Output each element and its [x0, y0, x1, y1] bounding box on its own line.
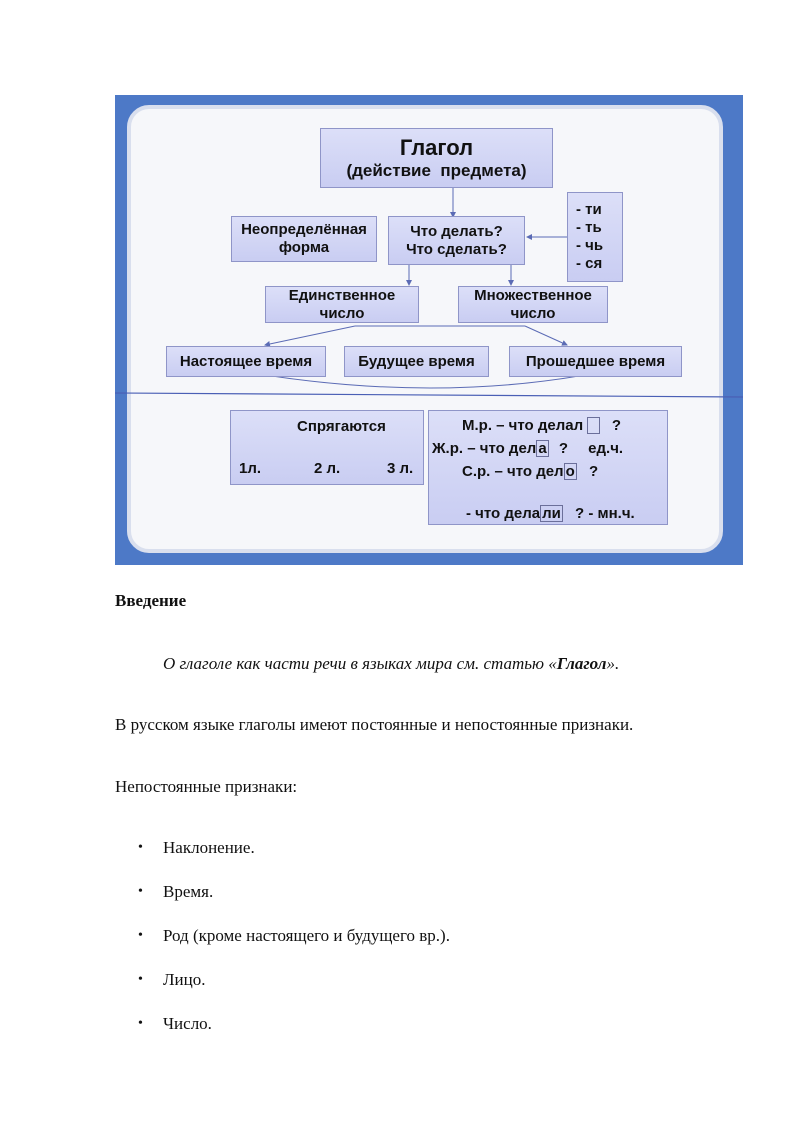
verb-title-box	[320, 128, 553, 188]
past-plural-text: - что дела	[466, 505, 541, 522]
paragraph-features: В русском языке глаголы имеют постоянные и непостоянные признаки.	[115, 715, 634, 734]
past-plural	[466, 505, 635, 523]
see-also-text: О глаголе как части речи в языках мира см. статью «	[163, 654, 557, 673]
see-also-note	[163, 654, 619, 674]
conjugation-box	[230, 410, 424, 485]
verb-diagram	[115, 95, 743, 565]
suffix-ti: - ти	[576, 201, 602, 218]
present-tense-label: Настоящее время	[179, 352, 313, 370]
see-also-end: ».	[606, 654, 620, 673]
suffixes-box	[567, 192, 623, 282]
list-item	[115, 879, 450, 923]
list-item	[115, 835, 450, 879]
section-heading: Введение	[115, 591, 187, 610]
list-item-text: Наклонение.	[163, 838, 255, 857]
plural-box	[458, 286, 608, 323]
future-tense-label: Будущее время	[358, 352, 475, 370]
verb-article-link[interactable]: Глагол	[556, 654, 607, 673]
list-item-text: Лицо.	[163, 970, 206, 989]
suffix-sya: - ся	[576, 255, 603, 272]
paragraph-variable-features: Непостоянные признаки:	[115, 777, 298, 796]
plural-line-1: Множественное	[474, 286, 592, 304]
singular-line-1: Единственное	[288, 286, 396, 304]
past-plural-tail: ? - мн.ч.	[575, 505, 635, 522]
list-item-text: Число.	[163, 1014, 212, 1033]
past-feminine-text: Ж.р. – что дел	[432, 440, 537, 457]
past-masculine	[462, 417, 621, 435]
past-forms-box	[428, 410, 668, 525]
past-neuter-question: ?	[588, 463, 599, 480]
suffix-t: - ть	[576, 219, 602, 236]
verb-title: Глагол	[399, 134, 474, 160]
past-neuter-ending: о	[565, 463, 575, 480]
list-item	[115, 923, 450, 967]
person-1: 1л.	[239, 460, 262, 477]
bullet-icon: •	[138, 972, 143, 987]
past-plural-ending: ли	[542, 505, 561, 522]
past-tense-box	[509, 346, 682, 377]
bullet-icon: •	[138, 840, 143, 855]
past-neuter	[462, 463, 598, 481]
past-feminine	[432, 440, 623, 458]
past-feminine-question: ?	[558, 440, 568, 457]
list-item	[115, 967, 450, 1011]
singular-box	[265, 286, 419, 323]
question-2: Что сделать?	[406, 240, 507, 258]
singular-line-2: число	[319, 304, 365, 322]
present-tense-box	[166, 346, 326, 377]
future-tense-box	[344, 346, 489, 377]
infinitive-line-1: Неопределённая	[241, 221, 367, 238]
list-item-text: Род (кроме настоящего и будущего вр.).	[163, 926, 450, 945]
variable-features-list	[115, 835, 450, 1055]
list-item-text: Время.	[163, 882, 214, 901]
person-3: 3 л.	[387, 460, 414, 477]
past-feminine-ending: а	[538, 440, 547, 457]
infinitive-line-2: форма	[278, 239, 330, 256]
list-item	[115, 1011, 450, 1055]
questions-box	[388, 216, 525, 265]
past-feminine-note: ед.ч.	[588, 440, 624, 457]
ending-empty-box	[587, 417, 599, 434]
person-2: 2 л.	[314, 460, 341, 477]
bullet-icon: •	[138, 1016, 143, 1031]
past-tense-label: Прошедшее время	[525, 352, 666, 370]
bullet-icon: •	[138, 884, 143, 899]
suffix-ch: - чь	[576, 237, 604, 254]
question-1: Что делать?	[410, 222, 503, 240]
past-neuter-text: С.р. – что дел	[462, 463, 564, 480]
bullet-icon: •	[138, 928, 143, 943]
past-masculine-text: М.р. – что делал	[462, 417, 584, 434]
conjugation-title: Спрягаются	[297, 418, 386, 435]
past-masculine-question: ?	[611, 417, 621, 434]
infinitive-box	[231, 216, 377, 262]
verb-subtitle: (действие предмета)	[346, 161, 527, 180]
plural-line-2: число	[510, 304, 556, 322]
